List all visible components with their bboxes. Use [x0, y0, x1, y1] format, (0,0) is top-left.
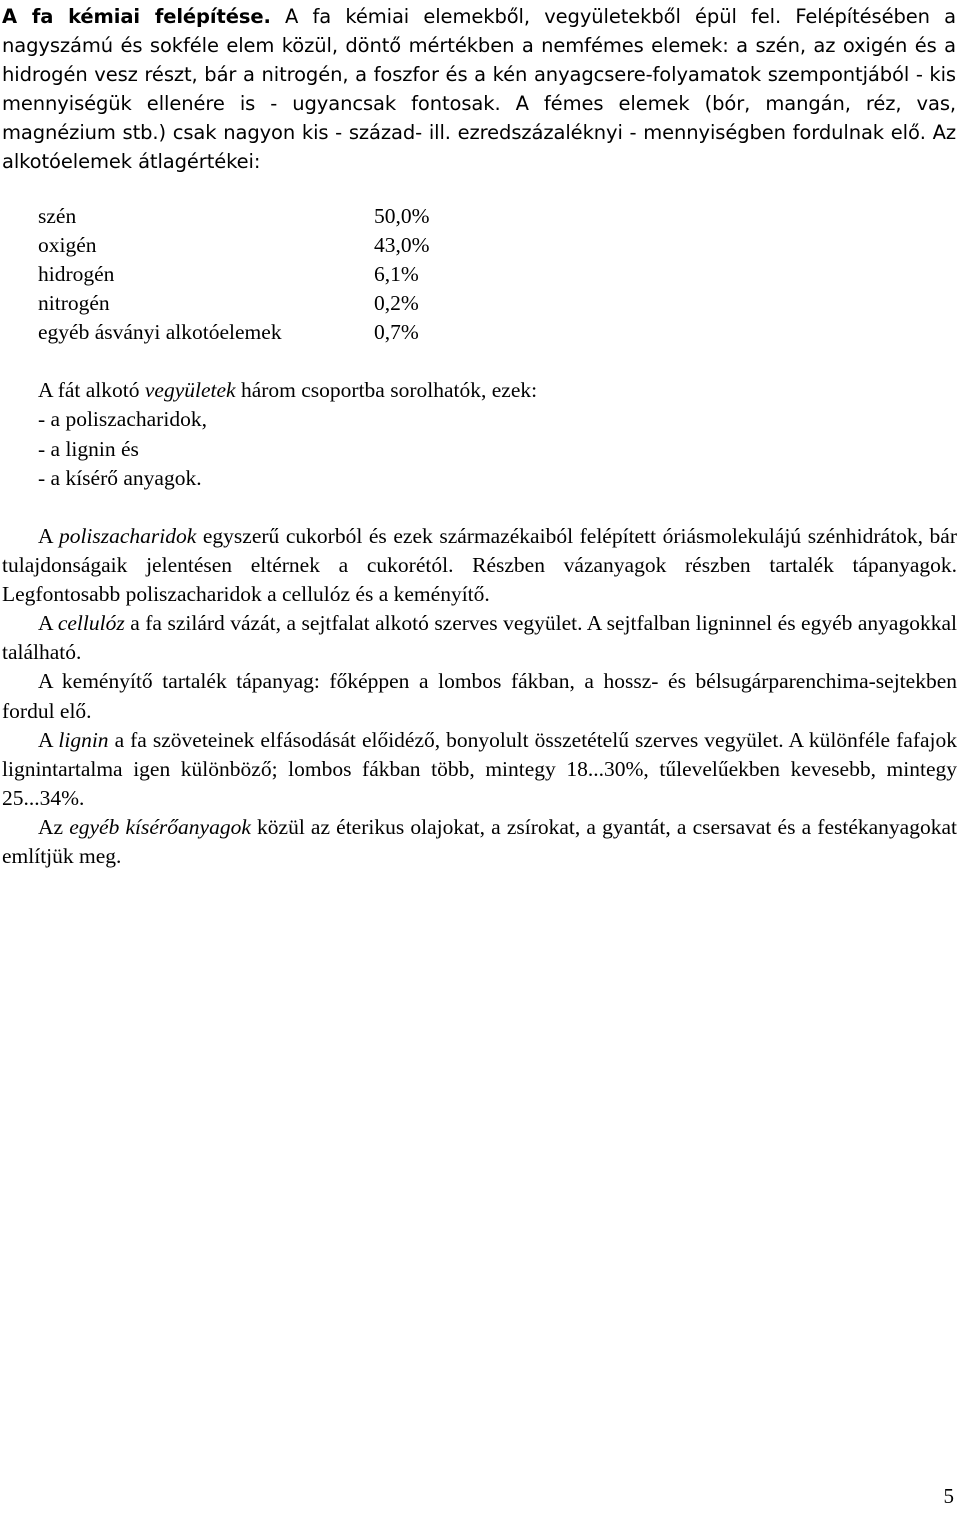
groups-intro-emphasis: vegyületek: [144, 378, 236, 402]
paragraph-text: A: [38, 524, 59, 548]
composition-name: szén: [38, 204, 77, 228]
paragraph-text: egyszerű cukorból és ezek származékaiból felépített óriásmolekulájú szénhidrátok, bár tulajdonságaik jelentésen eltérnek a cukorétól. Részben vázanyagok részben tartalék tápanyagok. Legfontosabb poliszacharidok a cellulóz és a keményítő.: [2, 524, 957, 607]
compound-groups: [38, 376, 537, 493]
composition-name: egyéb ásványi alkotóelemek: [38, 320, 282, 344]
paragraph-lignin: [2, 726, 957, 813]
page-number: 5: [943, 1484, 954, 1508]
composition-value: 0,7%: [374, 320, 419, 344]
composition-value: 43,0%: [374, 233, 430, 257]
paragraph-emphasis: lignin: [58, 727, 109, 752]
composition-row: [38, 202, 494, 231]
groups-intro-text: A fát alkotó: [38, 378, 145, 402]
paragraph-text: a fa szilárd vázát, a sejtfalat alkotó szerves vegyület. A sejtfalban ligninnel és egyéb anyagokkal található.: [2, 611, 957, 665]
composition-value: 50,0%: [374, 204, 430, 228]
intro-text: A fa kémiai elemekből, vegyületekből épül fel. Felépítésében a nagyszámú és sokféle elem közül, döntő mértékben a nemfémes elemek: a szén, az oxigén és a hidrogén vesz részt, bár a nitrogén, a foszfor és a kén anyagcsere-folyamatok szempontjából - kis mennyiségük ellenére is - ugyancsak fontosak. A fémes elemek (bór, mangán, réz, vas, magnézium stb.) csak nagyon kis - század- ill. ezredszázaléknyi - mennyiségben fordulnak elő. Az alkotóelemek átlagértékei:: [2, 5, 956, 173]
composition-name: oxigén: [38, 233, 97, 257]
paragraph-emphasis: egyéb kísérőanyagok: [69, 814, 251, 839]
paragraph-text: a fa szöveteinek elfásodását előidéző, bonyolult összetételű szerves vegyület. A különféle fafajok lignintartalma igen különböző; lombos fákban több, mintegy 18...30%, tűlevelűekben kevesebb, mintegy 25...34%.: [2, 727, 957, 810]
paragraph-text: A keményítő tartalék tápanyag: főképpen a lombos fákban, a hossz- és bélsugárparenchima-sejtekben fordul elő.: [2, 669, 957, 723]
paragraph-text: Az: [38, 814, 70, 839]
group-item: - a poliszacharidok,: [38, 407, 207, 432]
composition-name: hidrogén: [38, 262, 115, 286]
composition-value: 6,1%: [374, 262, 419, 286]
group-item: - a kísérő anyagok.: [38, 465, 202, 490]
composition-row: [38, 260, 494, 289]
paragraph-starch: [2, 667, 957, 725]
paragraph-other-substances: [2, 813, 957, 871]
composition-row: [38, 231, 494, 260]
paragraph-cellulose: [2, 609, 957, 667]
composition-value: 0,2%: [374, 291, 419, 315]
paragraph-text: A: [38, 611, 58, 636]
groups-intro-text: három csoportba sorolhatók, ezek:: [235, 378, 538, 402]
paragraph-emphasis: poliszacharidok: [58, 524, 197, 548]
section-heading: A fa kémiai felépítése.: [2, 5, 271, 28]
paragraph-polysaccharides: [2, 522, 957, 609]
composition-row: [38, 289, 494, 318]
composition-row: [38, 318, 494, 347]
groups-intro: [38, 376, 537, 405]
element-composition-list: [38, 202, 494, 347]
body-text: [2, 522, 957, 871]
composition-name: nitrogén: [38, 291, 110, 315]
paragraph-text: A: [38, 727, 59, 752]
paragraph-text: közül az éterikus olajokat, a zsírokat, a gyantát, a csersavat és a festékanyagokat említjük meg.: [2, 814, 957, 869]
group-item: - a lignin és: [38, 436, 139, 461]
intro-paragraph: [2, 2, 956, 176]
paragraph-emphasis: cellulóz: [57, 611, 125, 636]
